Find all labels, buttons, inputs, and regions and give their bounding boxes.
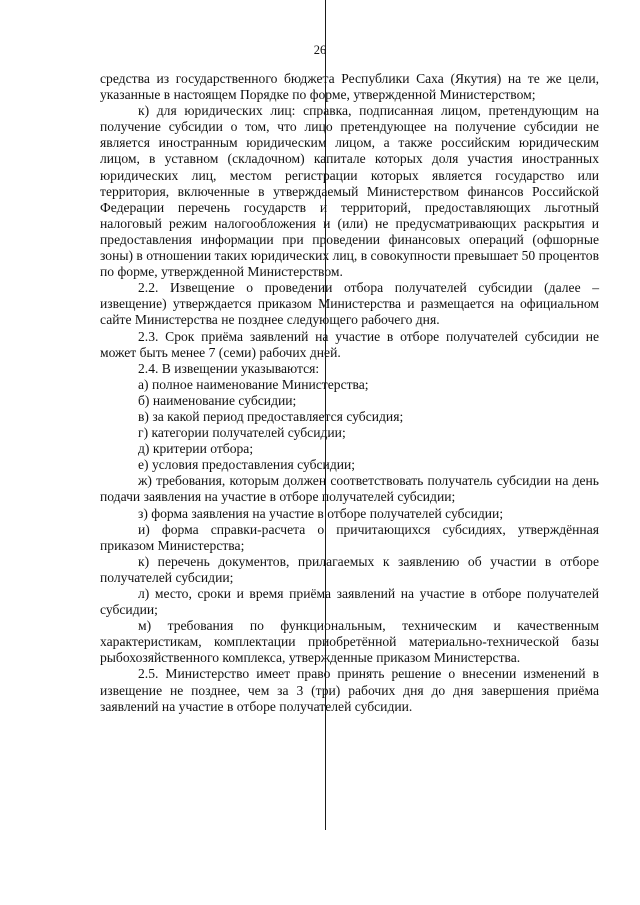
paragraph: 2.5. Министерство имеет право принять решение о внесении изменений в извещение не позднее, чем за 3 (три) рабочих дня до дня завершения приёма заявлений на участие в отборе получателей субсидии. xyxy=(100,666,599,714)
paragraph: з) форма заявления на участие в отборе получателей субсидии; xyxy=(138,505,504,521)
paragraph: 2.2. Извещение о проведении отбора получателей субсидии (далее – извещение) утверждается приказом Министерства и размещается на официальном сайте Министерства не позднее следующего рабочего дня. xyxy=(100,280,599,328)
paragraph: к) для юридических лиц: справка, подписанная лицом, претендующим на получение субсидии о том, что лицо претендующее на получение субсидии не является иностранным юридическим лицом, а также российским юридическим лицом, в уставном (складочном) капитале которых доля участия иностранных юридических лиц, местом регистрации которых является государство или территория, включенные в утверждаемый Министерством финансов Российской Федерации перечень государств и территорий, предоставляющих льготный налоговый режим налогообложения и (или) не предусматривающих раскрытия и предоставления информации при проведении финансовых операций (офшорные зоны) в отношении таких юридических лиц, в совокупности превышает 50 процентов по форме, утвержденной Министерством. xyxy=(100,103,599,280)
paragraph: 2.3. Срок приёма заявлений на участие в отборе получателей субсидии не может быть менее 7 (семи) рабочих дней. xyxy=(100,328,599,360)
paragraph: г) категории получателей субсидии; xyxy=(138,425,346,441)
paragraph: в) за какой период предоставляется субсидия; xyxy=(138,408,404,424)
document-body xyxy=(100,71,599,715)
paragraph: д) критерии отбора; xyxy=(138,441,254,457)
paragraph: 2.4. В извещении указываются: xyxy=(138,360,320,376)
paragraph: к) перечень документов, прилагаемых к заявлению об участии в отборе получателей субсидии; xyxy=(100,553,599,585)
paragraph: и) форма справки-расчета о причитающихся субсидиях, утверждённая приказом Министерства; xyxy=(100,521,599,553)
paragraph: ж) требования, которым должен соответствовать получатель субсидии на день подачи заявления на участие в отборе получателей субсидии; xyxy=(100,473,599,505)
paragraph: м) требования по функциональным, техническим и качественным характеристикам, комплектации приобретённой материально-технической базы рыбохозяйственного комплекса, утвержденные приказом Министерства. xyxy=(100,618,599,666)
paragraph: б) наименование субсидии; xyxy=(138,392,297,408)
paragraph: а) полное наименование Министерства; xyxy=(138,376,369,392)
page-number: 26 xyxy=(313,43,327,57)
paragraph: л) место, сроки и время приёма заявлений на участие в отборе получателей субсидии; xyxy=(100,586,599,618)
paragraph: средства из государственного бюджета Республики Саха (Якутия) на те же цели, указанные в настоящем Порядке по форме, утвержденной Министерством; xyxy=(100,71,599,103)
paragraph: е) условия предоставления субсидии; xyxy=(138,457,356,473)
